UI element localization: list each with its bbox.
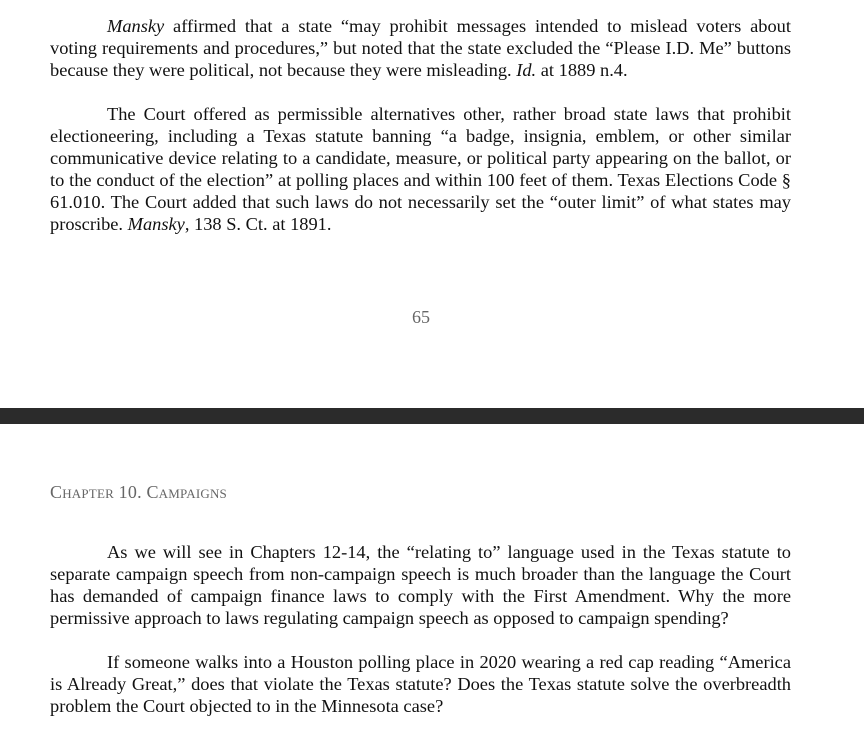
paragraph-court-alternatives	[50, 103, 791, 235]
paragraph-text: affirmed that a state “may prohibit messages intended to mislead voters about voting requirements and procedures,” but noted that the state excluded the “Please I.D. Me” buttons because they were political, not because they were misleading.	[50, 16, 791, 80]
paragraph-text: at 1889 n.4.	[536, 60, 628, 80]
case-name-italic: Mansky	[107, 16, 165, 36]
citation-id-italic: Id.	[516, 60, 537, 80]
paragraph-houston-polling-place: If someone walks into a Houston polling place in 2020 wearing a red cap reading “America is Already Great,” does that violate the Texas statute? Does the Texas statute solve the overbreadth problem the Court objected to in the Minnesota case?	[50, 652, 791, 716]
paragraph-text: , 138 S. Ct. at 1891.	[184, 214, 332, 234]
case-name-italic: Mansky	[127, 214, 185, 234]
paragraph-text: The Court offered as permissible alternatives other, rather broad state laws that prohibit electioneering, including a Texas statute banning “a badge, insignia, emblem, or other similar communicative device relating to a candidate, measure, or political party appearing on the ballot, or to the conduct of the election” at polling places and within 100 feet of them. Texas Elections Code § 61.010. The Court added that such laws do not necessarily set the “outer limit” of what states may proscribe.	[50, 104, 791, 234]
page-number: 65	[412, 307, 430, 327]
paragraph-relating-to-language: As we will see in Chapters 12-14, the “relating to” language used in the Texas statute to separate campaign speech from non-campaign speech is much broader than the language the Court has demanded of campaign finance laws to comply with the First Amendment. Why the more permissive approach to laws regulating campaign speech as opposed to campaign spending?	[50, 542, 791, 628]
chapter-heading: Chapter 10. Campaigns	[50, 482, 227, 502]
page-divider	[0, 408, 864, 424]
paragraph-mansky-affirmed	[50, 15, 791, 81]
